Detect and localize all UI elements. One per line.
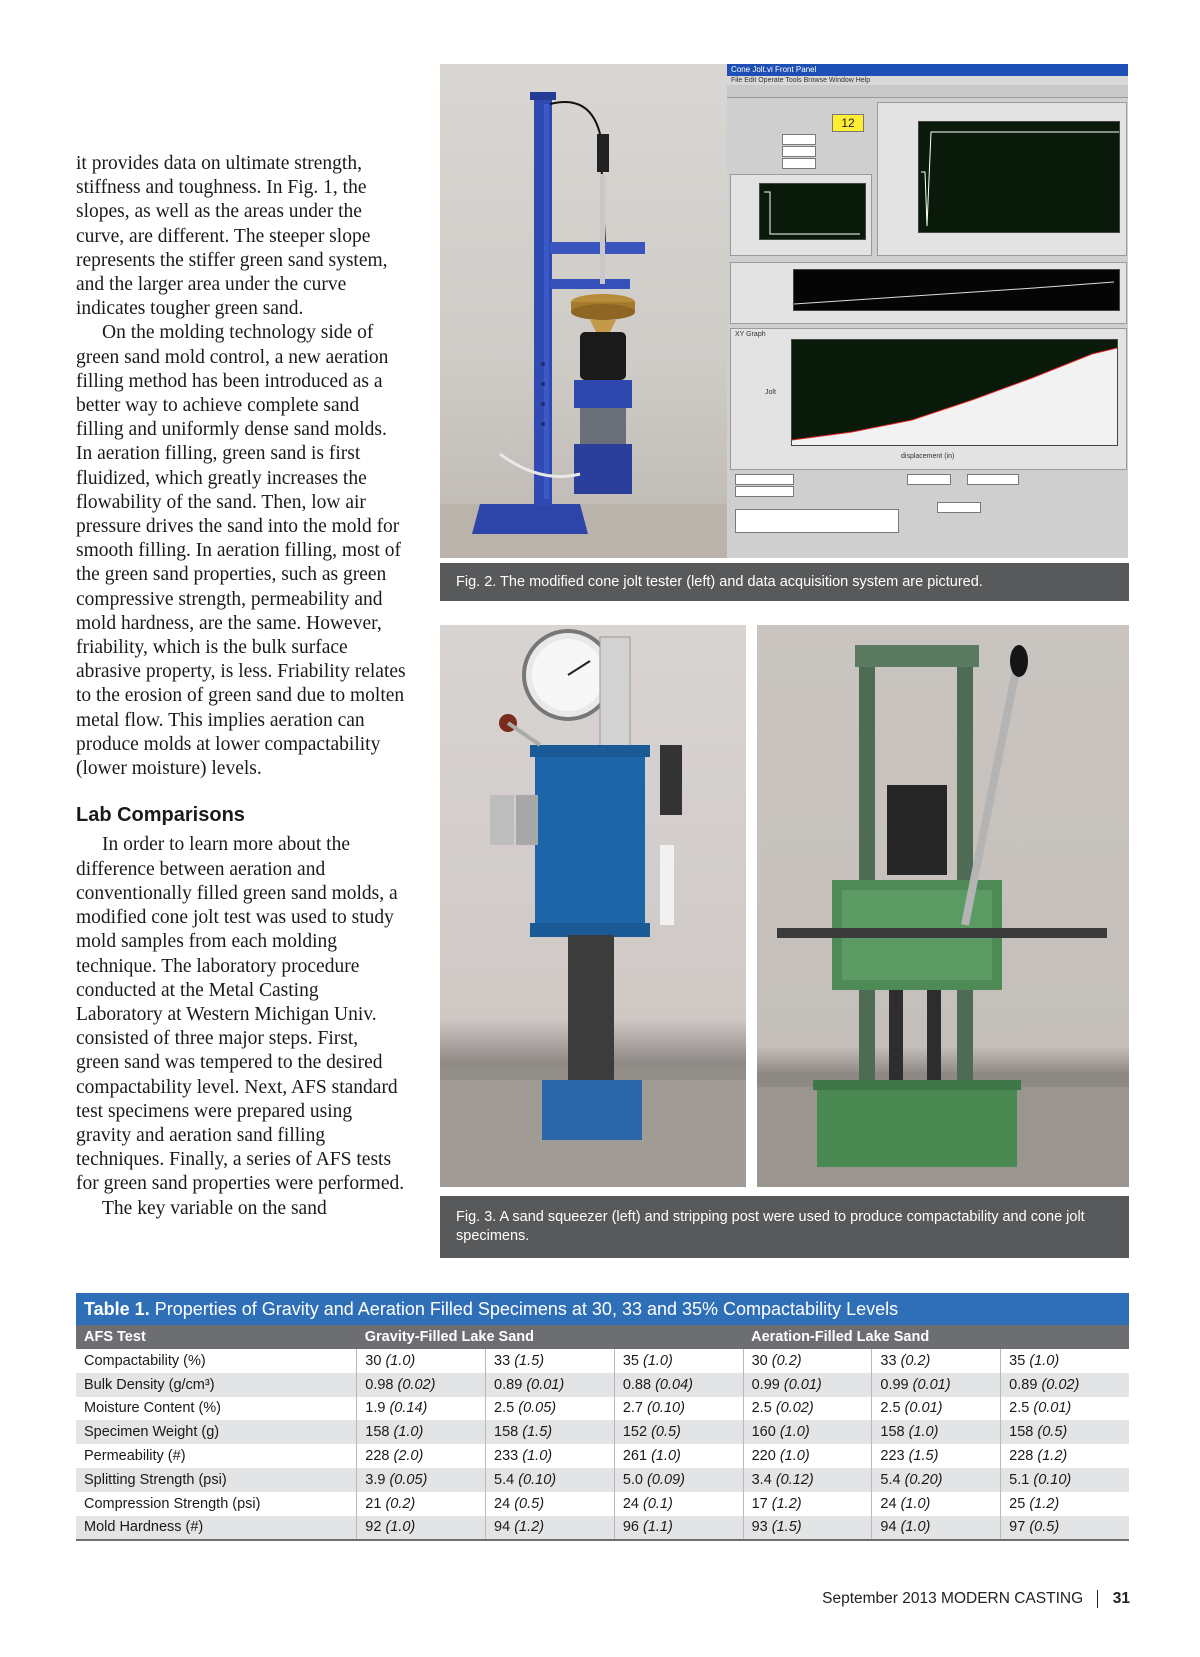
table-cell [743,1468,872,1492]
table-cell [872,1444,1001,1468]
table-cell [357,1516,486,1541]
row-label: Compression Strength (psi) [76,1492,357,1516]
table-cell [486,1492,615,1516]
cell-std-dev: (0.5) [1029,1519,1060,1536]
cone-jolt-tester-illustration [440,64,727,558]
cell-value: 97 [1009,1519,1026,1536]
footer-magazine: MODERN CASTING [941,1590,1084,1608]
jolt-pulse-field [782,134,816,145]
cell-value: 35 [622,1352,639,1369]
max-displacement-field [782,158,816,169]
cell-std-dev: (0.02) [775,1400,814,1417]
cell-value: 158 [880,1424,905,1441]
header-gravity-filled: Gravity-Filled Lake Sand [357,1325,743,1349]
height-field [937,502,981,513]
cell-value: 24 [494,1495,511,1512]
table-cell [1001,1373,1129,1397]
cell-std-dev: (0.01) [783,1376,822,1393]
table-title [76,1293,1129,1325]
table-cell [872,1373,1001,1397]
page-footer [822,1590,1130,1608]
row-label: Splitting Strength (psi) [76,1468,357,1492]
paragraph-3: In order to learn more about the difference between aeration and conventionally filled green sand molds, a modified cone jolt test was used to study mold samples from each molding technique. The laboratory procedure conducted at the Metal Casting Laboratory at Western Michigan Univ. consisted of three major steps. First, green sand was tempered to the desired compactability level. Next, AFS standard test specimens were prepared using gravity and aeration sand filling techniques. Finally, a series of AFS tests for green sand properties were performed. [76,834,405,1195]
pulse-graph-panel [730,174,872,256]
cell-value: 158 [365,1424,390,1441]
cell-std-dev: (0.2) [771,1352,802,1369]
table-cell [743,1373,872,1397]
header-afs-test: AFS Test [76,1325,357,1349]
cell-std-dev: (1.0) [651,1448,681,1465]
equation-display [735,509,899,533]
table-cell [1001,1492,1129,1516]
xy-graph-panel [730,328,1127,470]
cell-value: 160 [751,1424,776,1441]
cell-value: 220 [751,1448,776,1465]
xy-graph-y-label: Jolt [765,389,776,396]
cell-value: 2.5 [494,1400,515,1417]
cell-std-dev: (0.14) [389,1400,428,1417]
cell-std-dev: (1.0) [643,1352,673,1369]
cell-std-dev: (1.0) [1029,1352,1060,1369]
table-cell [486,1373,615,1397]
page-number: 31 [1112,1590,1130,1608]
cell-value: 21 [365,1495,382,1512]
table-cell [743,1492,872,1516]
xy-graph-label: XY Graph [735,331,766,338]
cell-value: 5.4 [880,1471,901,1488]
table-row [76,1420,1129,1444]
penetration-graph-plot [793,269,1120,311]
table-cell [1001,1349,1129,1373]
cell-value: 228 [1009,1448,1034,1465]
table-cell [614,1349,743,1373]
cell-std-dev: (0.10) [1033,1471,1072,1488]
table-cell [614,1373,743,1397]
table-cell [872,1349,1001,1373]
cell-value: 228 [365,1448,390,1465]
cell-value: 24 [622,1495,639,1512]
table-cell [614,1492,743,1516]
window-title: Cone Jolt.vi Front Panel [727,64,1128,76]
table-row [76,1468,1129,1492]
table-cell [357,1492,486,1516]
cell-value: 93 [751,1519,768,1536]
cell-std-dev: (1.2) [1029,1495,1060,1512]
cell-std-dev: (0.05) [389,1471,428,1488]
cell-std-dev: (1.2) [1037,1448,1068,1465]
window-toolbar [727,85,1128,98]
table-cell [872,1420,1001,1444]
table-row [76,1397,1129,1421]
table-cell [486,1444,615,1468]
row-label: Mold Hardness (#) [76,1516,357,1541]
sand-squeezer-illustration [440,625,746,1187]
table-cell [486,1349,615,1373]
table-cell [357,1468,486,1492]
paragraph-1: it provides data on ultimate strength, stiffness and toughness. In Fig. 1, the slopes, as well as the areas under the curve, are different. The steeper slope represents the stiffer green sand system, and the larger area under the curve indicates tougher green sand. [76,153,388,320]
cell-value: 3.9 [365,1471,386,1488]
cell-std-dev: (0.1) [643,1495,673,1512]
table-cell [872,1492,1001,1516]
cell-value: 0.99 [880,1376,909,1393]
cell-std-dev: (1.0) [900,1495,931,1512]
table-cell [743,1397,872,1421]
cell-value: 33 [880,1352,897,1369]
table-cell [743,1349,872,1373]
table-cell [614,1397,743,1421]
cell-value: 94 [494,1519,511,1536]
table-cell [614,1444,743,1468]
cell-std-dev: (1.2) [514,1519,545,1536]
jolt-selector [735,486,794,497]
cell-value: 2.5 [880,1400,901,1417]
cell-value: 96 [622,1519,639,1536]
stripping-post-illustration [757,625,1129,1187]
table-cell [1001,1444,1129,1468]
cell-value: 2.5 [1009,1400,1030,1417]
cell-std-dev: (0.12) [775,1471,814,1488]
cell-value: 5.1 [1009,1471,1030,1488]
cell-std-dev: (0.01) [904,1400,943,1417]
cell-value: 5.0 [622,1471,643,1488]
table-row [76,1444,1129,1468]
table-cell [872,1468,1001,1492]
variance-field [967,474,1019,485]
cell-value: 261 [622,1448,648,1465]
cell-std-dev: (1.1) [643,1519,673,1536]
cell-std-dev: (1.0) [522,1448,553,1465]
table-cell [486,1420,615,1444]
stripping-post-photo [757,625,1129,1187]
fig2-caption: Fig. 2. The modified cone jolt tester (left) and data acquisition system are pictured. [440,563,1129,601]
section-heading: Lab Comparisons [76,804,245,827]
cell-std-dev: (0.09) [647,1471,685,1488]
cell-std-dev: (2.0) [393,1448,424,1465]
table-cell [743,1516,872,1541]
cell-std-dev: (0.05) [518,1400,557,1417]
table-cell [1001,1397,1129,1421]
cell-value: 5.4 [494,1471,515,1488]
cell-value: 94 [880,1519,897,1536]
cell-std-dev: (0.02) [397,1376,436,1393]
cell-value: 152 [622,1424,648,1441]
paragraph-2: On the molding technology side of green sand mold control, a new aeration filling method has been introduced as a better way to achieve complete sand filling and uniformly dense sand molds. In aeration filling, green sand is first fluidized, which greatly increases the flowability of the sand. Then, low air pressure drives the sand into the mold for smooth filling. In aeration filling, most of the green sand properties, such as green compressive strength, permeability and mold hardness, are the same. However, friability, which is the bulk surface abrasive property, is less. Friability relates to the erosion of green sand due to molten metal flow. This implies aeration can produce molds at lower compactability (lower moisture) levels. [76,322,406,780]
cell-std-dev: (0.01) [1033,1400,1072,1417]
properties-data-table [76,1325,1129,1541]
table-cell [357,1397,486,1421]
table-cell [743,1444,872,1468]
row-label: Permeability (#) [76,1444,357,1468]
xy-graph-plot [791,339,1118,446]
table-cell [486,1516,615,1541]
table-cell [1001,1468,1129,1492]
table-title-number: Table 1. [84,1299,150,1319]
cell-std-dev: (0.01) [526,1376,565,1393]
cell-std-dev: (1.5) [522,1424,553,1441]
cell-value: 0.98 [365,1376,394,1393]
footer-separator [1097,1590,1098,1608]
timeout-field [782,146,816,157]
xy-graph-x-label: displacement (in) [901,453,955,460]
cell-value: 30 [365,1352,382,1369]
cell-std-dev: (0.5) [514,1495,545,1512]
cell-value: 17 [751,1495,768,1512]
cell-std-dev: (1.0) [900,1519,931,1536]
cell-value: 92 [365,1519,382,1536]
table-cell [357,1349,486,1373]
cell-value: 0.99 [751,1376,780,1393]
cell-value: 33 [494,1352,511,1369]
table-row [76,1349,1129,1373]
bounce-graph-plot [918,121,1120,233]
cell-std-dev: (0.10) [647,1400,685,1417]
cell-value: 30 [751,1352,768,1369]
table-cell [486,1468,615,1492]
paragraph-4: The key variable on the sand [102,1197,327,1219]
cell-value: 3.4 [751,1471,772,1488]
body-text-column [76,152,406,1221]
bounce-graph-panel [877,102,1127,256]
table-cell [614,1420,743,1444]
sand-squeezer-photo [440,625,746,1187]
table-cell [486,1397,615,1421]
properties-table [76,1293,1129,1541]
data-acquisition-screen [727,64,1128,558]
cell-std-dev: (1.0) [779,1448,810,1465]
cell-std-dev: (0.04) [655,1376,693,1393]
table-cell [1001,1516,1129,1541]
cell-std-dev: (0.2) [385,1495,416,1512]
cell-value: 233 [494,1448,519,1465]
table-cell [357,1373,486,1397]
penetration-graph-panel [730,262,1127,324]
cell-std-dev: (0.10) [518,1471,557,1488]
table-cell [357,1420,486,1444]
cell-std-dev: (1.0) [385,1519,416,1536]
fig3-caption: Fig. 3. A sand squeezer (left) and stripping post were used to produce compactability and cone jolt specimens. [440,1196,1129,1258]
mean-field [907,474,951,485]
cell-value: 0.88 [622,1376,652,1393]
jolt-counter: 12 [832,114,864,132]
row-label: Compactability (%) [76,1349,357,1373]
table-cell [614,1468,743,1492]
table-cell [614,1516,743,1541]
header-aeration-filled: Aeration-Filled Lake Sand [743,1325,1129,1349]
cone-jolt-tester-photo [440,64,727,558]
window-menu: File Edit Operate Tools Browse Window Help [727,76,1128,85]
cell-value: 223 [880,1448,905,1465]
footer-date: September 2013 [822,1590,937,1608]
table-title-text: Properties of Gravity and Aeration Filled Specimens at 30, 33 and 35% Compactability Levels [149,1299,899,1319]
cell-value: 158 [494,1424,519,1441]
cell-std-dev: (0.5) [1037,1424,1068,1441]
cell-std-dev: (1.5) [514,1352,545,1369]
cell-std-dev: (0.01) [912,1376,951,1393]
cell-value: 0.89 [1009,1376,1038,1393]
table-row [76,1492,1129,1516]
cell-value: 2.7 [622,1400,643,1417]
cell-std-dev: (0.2) [900,1352,931,1369]
row-label: Moisture Content (%) [76,1397,357,1421]
cell-std-dev: (1.2) [771,1495,802,1512]
row-label: Bulk Density (g/cm³) [76,1373,357,1397]
cell-std-dev: (1.0) [779,1424,810,1441]
cell-std-dev: (0.20) [904,1471,943,1488]
table-cell [872,1516,1001,1541]
cell-value: 0.89 [494,1376,523,1393]
cell-value: 25 [1009,1495,1026,1512]
cell-std-dev: (0.5) [651,1424,681,1441]
table-row [76,1516,1129,1541]
cell-value: 158 [1009,1424,1034,1441]
table-cell [872,1397,1001,1421]
pulse-graph-plot [759,183,866,240]
table-cell [357,1444,486,1468]
table-body [76,1349,1129,1540]
cell-value: 1.9 [365,1400,386,1417]
cell-std-dev: (1.0) [393,1424,424,1441]
cell-value: 2.5 [751,1400,772,1417]
table-row [76,1373,1129,1397]
cell-std-dev: (1.5) [771,1519,802,1536]
row-label: Specimen Weight (g) [76,1420,357,1444]
cell-std-dev: (0.02) [1041,1376,1080,1393]
cell-std-dev: (1.5) [908,1448,939,1465]
cell-value: 24 [880,1495,897,1512]
table-cell [1001,1420,1129,1444]
table-cell [743,1420,872,1444]
cell-std-dev: (1.0) [908,1424,939,1441]
cell-value: 35 [1009,1352,1026,1369]
displacement-selector [735,474,794,485]
cell-std-dev: (1.0) [385,1352,416,1369]
